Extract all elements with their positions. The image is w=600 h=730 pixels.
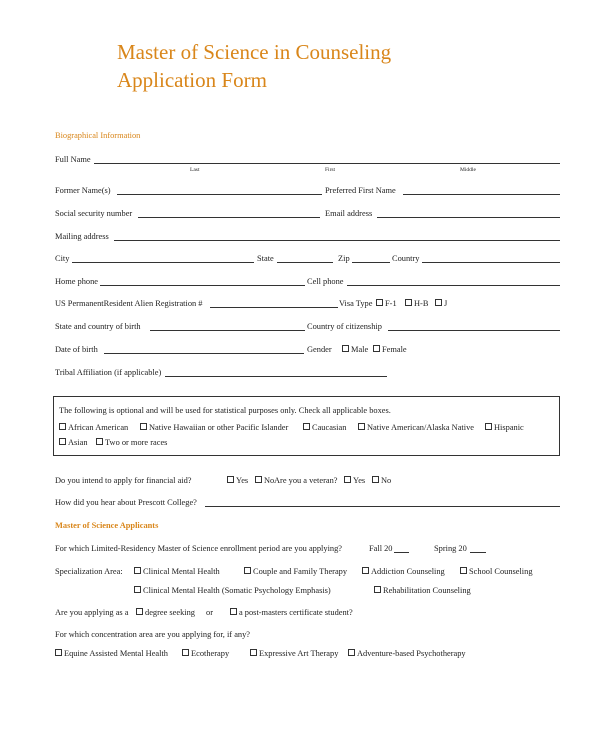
tribal-affiliation-label: Tribal Affiliation (if applicable) bbox=[55, 368, 162, 377]
spec-label: School Counseling bbox=[469, 567, 533, 576]
conc-expressive-option[interactable] bbox=[250, 649, 338, 659]
first-sublabel: First bbox=[325, 167, 336, 173]
race-option-label: Asian bbox=[68, 438, 88, 447]
preferred-first-name-label: Preferred First Name bbox=[325, 186, 396, 195]
race-option-asian[interactable] bbox=[59, 438, 88, 448]
spec-label: Clinical Mental Health (Somatic Psychology Emphasis) bbox=[143, 586, 331, 595]
financial-aid-yes[interactable] bbox=[227, 476, 248, 486]
full-name-label: Full Name bbox=[55, 155, 91, 164]
middle-sublabel: Middle bbox=[460, 167, 476, 173]
checkbox-icon[interactable] bbox=[373, 345, 380, 352]
checkbox-icon[interactable] bbox=[55, 649, 62, 656]
visa-j-option[interactable] bbox=[435, 299, 447, 309]
spec-label: Couple and Family Therapy bbox=[253, 567, 348, 576]
yes-label: Yes bbox=[236, 476, 249, 485]
zip-label: Zip bbox=[338, 254, 350, 263]
state-field[interactable] bbox=[277, 262, 333, 263]
checkbox-icon[interactable] bbox=[344, 476, 351, 483]
financial-aid-label: Do you intend to apply for financial aid? bbox=[55, 476, 192, 485]
spring-year-field[interactable] bbox=[470, 552, 486, 553]
race-option-label: African American bbox=[68, 423, 129, 432]
spec-rehab-option[interactable] bbox=[374, 586, 471, 596]
statistics-intro: The following is optional and will be used for statistical purposes only. Check all applicable boxes. bbox=[59, 406, 391, 415]
spec-clinical-option[interactable] bbox=[134, 567, 220, 577]
race-option-native-hawaiian[interactable] bbox=[140, 423, 288, 433]
form-title-line1: Master of Science in Counseling bbox=[117, 40, 392, 64]
mailing-address-field[interactable] bbox=[114, 240, 560, 241]
specialization-label: Specialization Area: bbox=[55, 567, 123, 576]
conc-ecotherapy-option[interactable] bbox=[182, 649, 229, 659]
checkbox-icon[interactable] bbox=[59, 438, 66, 445]
birth-place-label: State and country of birth bbox=[55, 322, 141, 331]
heard-about-label: How did you hear about Prescott College? bbox=[55, 498, 197, 507]
former-names-label: Former Name(s) bbox=[55, 186, 111, 195]
email-field[interactable] bbox=[377, 217, 560, 218]
checkbox-icon[interactable] bbox=[255, 476, 262, 483]
race-option-label: Native American/Alaska Native bbox=[367, 423, 474, 432]
female-label: Female bbox=[382, 345, 407, 354]
checkbox-icon[interactable] bbox=[134, 567, 141, 574]
tribal-affiliation-field[interactable] bbox=[165, 376, 387, 377]
city-label: City bbox=[55, 254, 70, 263]
checkbox-icon[interactable] bbox=[405, 299, 412, 306]
conc-adventure-option[interactable] bbox=[348, 649, 466, 659]
state-label: State bbox=[257, 254, 274, 263]
enrollment-period-label: For which Limited-Residency Master of Science enrollment period are you applying? bbox=[55, 544, 342, 553]
dob-field[interactable] bbox=[104, 353, 304, 354]
post-masters-label: a post-masters certificate student? bbox=[239, 608, 353, 617]
spec-label: Addiction Counseling bbox=[371, 567, 445, 576]
former-names-field[interactable] bbox=[117, 194, 322, 195]
fall-label: Fall 20 bbox=[369, 544, 393, 553]
race-option-african-american[interactable] bbox=[59, 423, 128, 433]
veteran-no[interactable] bbox=[372, 476, 391, 486]
race-option-two-or-more[interactable] bbox=[96, 438, 167, 448]
heard-about-field[interactable] bbox=[205, 506, 560, 507]
checkbox-icon[interactable] bbox=[182, 649, 189, 656]
yes-label: Yes bbox=[353, 476, 366, 485]
spec-somatic-option[interactable] bbox=[134, 586, 331, 596]
checkbox-icon[interactable] bbox=[244, 567, 251, 574]
gender-male-option[interactable] bbox=[342, 345, 368, 355]
cell-phone-label: Cell phone bbox=[307, 277, 344, 286]
spec-label: Rehabilitation Counseling bbox=[383, 586, 471, 595]
checkbox-icon[interactable] bbox=[230, 608, 237, 615]
no-label: No bbox=[264, 476, 275, 485]
no-label: No bbox=[381, 476, 392, 485]
alien-registration-field[interactable] bbox=[210, 307, 338, 308]
home-phone-field[interactable] bbox=[100, 285, 305, 286]
checkbox-icon[interactable] bbox=[59, 423, 66, 430]
bio-section-heading: Biographical Information bbox=[55, 131, 141, 140]
alien-registration-label: US PermanentResident Alien Registration # bbox=[55, 299, 203, 308]
gender-female-option[interactable] bbox=[373, 345, 407, 355]
race-option-caucasian[interactable] bbox=[303, 423, 346, 433]
checkbox-icon[interactable] bbox=[227, 476, 234, 483]
spec-addiction-option[interactable] bbox=[362, 567, 445, 577]
race-option-native-american[interactable] bbox=[358, 423, 474, 433]
ms-section-heading: Master of Science Applicants bbox=[55, 521, 159, 530]
cell-phone-field[interactable] bbox=[347, 285, 560, 286]
fall-year-field[interactable] bbox=[394, 552, 409, 553]
visa-hb-option[interactable] bbox=[405, 299, 428, 309]
visa-f1-label: F-1 bbox=[385, 299, 397, 308]
checkbox-icon[interactable] bbox=[250, 649, 257, 656]
checkbox-icon[interactable] bbox=[96, 438, 103, 445]
conc-label: Ecotherapy bbox=[191, 649, 230, 658]
male-label: Male bbox=[351, 345, 369, 354]
citizenship-label: Country of citizenship bbox=[307, 322, 382, 331]
citizenship-field[interactable] bbox=[388, 330, 560, 331]
visa-type-label: Visa Type bbox=[339, 299, 373, 308]
financial-aid-no[interactable] bbox=[255, 476, 274, 486]
checkbox-icon[interactable] bbox=[140, 423, 147, 430]
or-label: or bbox=[206, 608, 213, 617]
post-masters-option[interactable] bbox=[230, 608, 353, 618]
race-option-label: Native Hawaiian or other Pacific Islander bbox=[149, 423, 289, 432]
race-option-hispanic[interactable] bbox=[485, 423, 524, 433]
spring-label: Spring 20 bbox=[434, 544, 467, 553]
checkbox-icon[interactable] bbox=[372, 476, 379, 483]
ssn-label: Social security number bbox=[55, 209, 133, 218]
conc-label: Equine Assisted Mental Health bbox=[64, 649, 168, 658]
checkbox-icon[interactable] bbox=[435, 299, 442, 306]
checkbox-icon[interactable] bbox=[374, 586, 381, 593]
veteran-yes[interactable] bbox=[344, 476, 365, 486]
spec-school-option[interactable] bbox=[460, 567, 533, 577]
mailing-address-label: Mailing address bbox=[55, 232, 109, 241]
race-option-label: Caucasian bbox=[312, 423, 347, 432]
degree-seeking-option[interactable] bbox=[136, 608, 195, 618]
last-sublabel: Last bbox=[190, 167, 200, 173]
concentration-label: For which concentration area are you applying for, if any? bbox=[55, 630, 251, 639]
conc-equine-option[interactable] bbox=[55, 649, 168, 659]
home-phone-label: Home phone bbox=[55, 277, 99, 286]
checkbox-icon[interactable] bbox=[136, 608, 143, 615]
visa-j-label: J bbox=[444, 299, 448, 308]
country-label: Country bbox=[392, 254, 420, 263]
conc-label: Expressive Art Therapy bbox=[259, 649, 339, 658]
checkbox-icon[interactable] bbox=[342, 345, 349, 352]
checkbox-icon[interactable] bbox=[348, 649, 355, 656]
form-title-line2: Application Form bbox=[117, 68, 267, 92]
checkbox-icon[interactable] bbox=[134, 586, 141, 593]
checkbox-icon[interactable] bbox=[460, 567, 467, 574]
checkbox-icon[interactable] bbox=[485, 423, 492, 430]
ssn-field[interactable] bbox=[138, 217, 320, 218]
dob-label: Date of birth bbox=[55, 345, 98, 354]
gender-label: Gender bbox=[307, 345, 332, 354]
preferred-first-name-field[interactable] bbox=[403, 194, 560, 195]
veteran-label: Are you a veteran? bbox=[274, 476, 338, 485]
full-name-field[interactable] bbox=[94, 163, 560, 164]
degree-seeking-label: degree seeking bbox=[145, 608, 195, 617]
visa-hb-label: H-B bbox=[414, 299, 429, 308]
birth-place-field[interactable] bbox=[150, 330, 305, 331]
checkbox-icon[interactable] bbox=[376, 299, 383, 306]
checkbox-icon[interactable] bbox=[362, 567, 369, 574]
visa-f1-option[interactable] bbox=[376, 299, 397, 309]
country-field[interactable] bbox=[422, 262, 560, 263]
email-label: Email address bbox=[325, 209, 373, 218]
applying-as-label: Are you applying as a bbox=[55, 608, 129, 617]
spec-couple-option[interactable] bbox=[244, 567, 347, 577]
spec-label: Clinical Mental Health bbox=[143, 567, 220, 576]
race-option-label: Two or more races bbox=[105, 438, 168, 447]
checkbox-icon[interactable] bbox=[303, 423, 310, 430]
race-option-label: Hispanic bbox=[494, 423, 524, 432]
conc-label: Adventure-based Psychotherapy bbox=[357, 649, 466, 658]
city-field[interactable] bbox=[72, 262, 254, 263]
checkbox-icon[interactable] bbox=[358, 423, 365, 430]
zip-field[interactable] bbox=[352, 262, 390, 263]
